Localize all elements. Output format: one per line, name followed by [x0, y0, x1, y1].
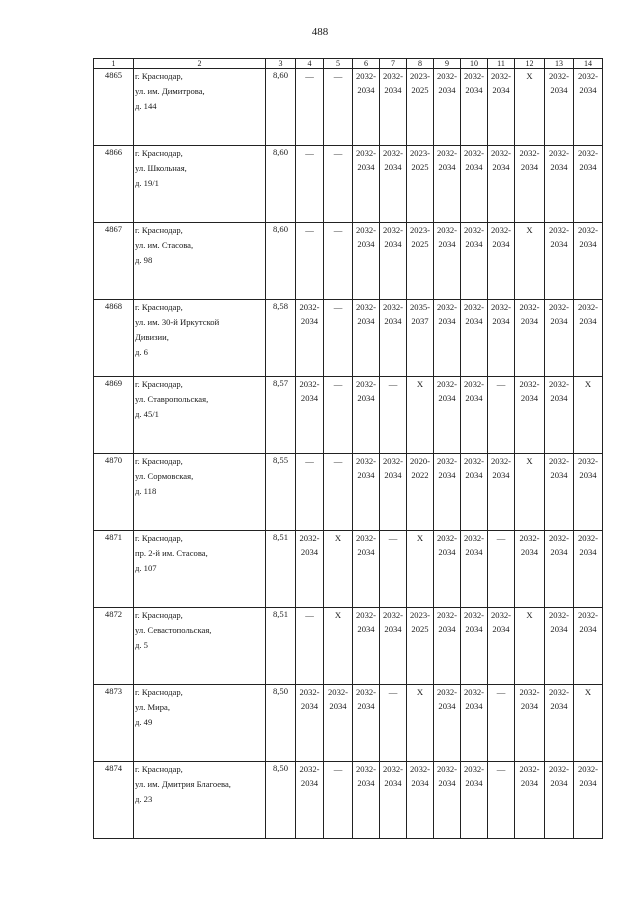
- period-cell: 2032- 2034: [515, 685, 545, 762]
- period-cell: X: [324, 608, 353, 685]
- row-number: 4870: [94, 454, 134, 531]
- value-cell: 8,60: [266, 69, 296, 146]
- period-cell: 2032- 2034: [461, 146, 488, 223]
- period-cell: X: [515, 608, 545, 685]
- period-cell: X: [407, 531, 434, 608]
- period-cell: 2035- 2037: [407, 300, 434, 377]
- column-header: 4: [296, 59, 324, 69]
- column-header: 12: [515, 59, 545, 69]
- period-cell: —: [296, 146, 324, 223]
- period-cell: —: [324, 454, 353, 531]
- period-cell: 2032- 2034: [380, 300, 407, 377]
- address-cell: г. Краснодар, ул. Мира, д. 49: [134, 685, 266, 762]
- value-cell: 8,50: [266, 762, 296, 839]
- period-cell: 2032- 2034: [545, 531, 574, 608]
- column-header: 1: [94, 59, 134, 69]
- period-cell: 2032- 2034: [296, 762, 324, 839]
- table-row: [94, 608, 603, 685]
- period-cell: 2032- 2034: [353, 762, 380, 839]
- period-cell: 2032- 2034: [353, 223, 380, 300]
- period-cell: 2020- 2022: [407, 454, 434, 531]
- period-cell: 2032- 2034: [434, 608, 461, 685]
- period-cell: 2032- 2034: [574, 531, 603, 608]
- table-row: [94, 146, 603, 223]
- column-header: 8: [407, 59, 434, 69]
- period-cell: 2032- 2034: [515, 377, 545, 454]
- column-header: 5: [324, 59, 353, 69]
- period-cell: 2032- 2034: [488, 608, 515, 685]
- period-cell: 2032- 2034: [296, 300, 324, 377]
- period-cell: 2032- 2034: [488, 300, 515, 377]
- period-cell: —: [296, 454, 324, 531]
- address-cell: г. Краснодар, ул. им. Дмитрия Благоева, д. 23: [134, 762, 266, 839]
- period-cell: 2032- 2034: [574, 146, 603, 223]
- period-cell: X: [515, 454, 545, 531]
- period-cell: X: [407, 685, 434, 762]
- address-cell: г. Краснодар, ул. Ставропольская, д. 45/1: [134, 377, 266, 454]
- period-cell: 2032- 2034: [488, 69, 515, 146]
- table-row: [94, 69, 603, 146]
- period-cell: —: [324, 146, 353, 223]
- address-cell: г. Краснодар, ул. им. 30-й Иркутской Дивизии, д. 6: [134, 300, 266, 377]
- period-cell: —: [380, 685, 407, 762]
- row-number: 4872: [94, 608, 134, 685]
- column-header: 7: [380, 59, 407, 69]
- period-cell: 2032- 2034: [353, 300, 380, 377]
- column-header-row: [94, 59, 603, 69]
- period-cell: 2032- 2034: [574, 223, 603, 300]
- table-row: [94, 762, 603, 839]
- period-cell: 2032- 2034: [515, 762, 545, 839]
- address-cell: г. Краснодар, ул. Севастопольская, д. 5: [134, 608, 266, 685]
- period-cell: X: [574, 685, 603, 762]
- period-cell: —: [488, 531, 515, 608]
- period-cell: 2032- 2034: [353, 685, 380, 762]
- value-cell: 8,51: [266, 531, 296, 608]
- period-cell: 2032- 2034: [434, 762, 461, 839]
- period-cell: 2032- 2034: [434, 223, 461, 300]
- table-row: [94, 454, 603, 531]
- period-cell: —: [324, 377, 353, 454]
- period-cell: 2032- 2034: [488, 454, 515, 531]
- address-cell: г. Краснодар, ул. им. Стасова, д. 98: [134, 223, 266, 300]
- period-cell: 2032- 2034: [434, 685, 461, 762]
- column-header: 6: [353, 59, 380, 69]
- period-cell: 2032- 2034: [545, 223, 574, 300]
- period-cell: 2032- 2034: [545, 146, 574, 223]
- period-cell: 2032- 2034: [515, 146, 545, 223]
- row-number: 4868: [94, 300, 134, 377]
- period-cell: 2032- 2034: [434, 531, 461, 608]
- period-cell: 2032- 2034: [461, 531, 488, 608]
- table-row: [94, 223, 603, 300]
- period-cell: 2032- 2034: [434, 146, 461, 223]
- value-cell: 8,60: [266, 223, 296, 300]
- period-cell: 2032- 2034: [574, 69, 603, 146]
- period-cell: —: [380, 531, 407, 608]
- period-cell: 2032- 2034: [434, 454, 461, 531]
- period-cell: 2032- 2034: [461, 223, 488, 300]
- period-cell: —: [324, 762, 353, 839]
- period-cell: 2032- 2034: [380, 454, 407, 531]
- column-header: 13: [545, 59, 574, 69]
- period-cell: 2032- 2034: [407, 762, 434, 839]
- address-cell: г. Краснодар, ул. им. Димитрова, д. 144: [134, 69, 266, 146]
- period-cell: 2032- 2034: [353, 377, 380, 454]
- value-cell: 8,55: [266, 454, 296, 531]
- value-cell: 8,60: [266, 146, 296, 223]
- period-cell: 2023- 2025: [407, 146, 434, 223]
- period-cell: —: [324, 300, 353, 377]
- value-cell: 8,58: [266, 300, 296, 377]
- column-header: 14: [574, 59, 603, 69]
- period-cell: 2032- 2034: [545, 300, 574, 377]
- period-cell: 2032- 2034: [545, 69, 574, 146]
- period-cell: 2032- 2034: [296, 377, 324, 454]
- period-cell: 2032- 2034: [380, 608, 407, 685]
- period-cell: —: [296, 69, 324, 146]
- period-cell: 2032- 2034: [545, 608, 574, 685]
- period-cell: 2032- 2034: [296, 531, 324, 608]
- registry-table: [93, 58, 603, 839]
- period-cell: X: [407, 377, 434, 454]
- period-cell: X: [515, 223, 545, 300]
- table-row: [94, 531, 603, 608]
- period-cell: 2032- 2034: [515, 531, 545, 608]
- address-cell: г. Краснодар, ул. Школьная, д. 19/1: [134, 146, 266, 223]
- row-number: 4874: [94, 762, 134, 839]
- address-cell: г. Краснодар, пр. 2-й им. Стасова, д. 107: [134, 531, 266, 608]
- period-cell: 2032- 2034: [461, 454, 488, 531]
- table-row: [94, 685, 603, 762]
- period-cell: 2032- 2034: [461, 300, 488, 377]
- period-cell: 2023- 2025: [407, 608, 434, 685]
- period-cell: 2032- 2034: [434, 300, 461, 377]
- row-number: 4867: [94, 223, 134, 300]
- period-cell: 2032- 2034: [353, 531, 380, 608]
- period-cell: 2023- 2025: [407, 223, 434, 300]
- period-cell: 2032- 2034: [574, 762, 603, 839]
- table-row: [94, 300, 603, 377]
- column-header: 10: [461, 59, 488, 69]
- period-cell: 2032- 2034: [380, 223, 407, 300]
- period-cell: —: [324, 69, 353, 146]
- period-cell: 2032- 2034: [353, 69, 380, 146]
- address-cell: г. Краснодар, ул. Сормовская, д. 118: [134, 454, 266, 531]
- period-cell: —: [488, 377, 515, 454]
- period-cell: 2032- 2034: [434, 377, 461, 454]
- period-cell: 2032- 2034: [461, 377, 488, 454]
- row-number: 4871: [94, 531, 134, 608]
- period-cell: 2032- 2034: [380, 146, 407, 223]
- period-cell: 2032- 2034: [461, 69, 488, 146]
- period-cell: —: [324, 223, 353, 300]
- period-cell: 2032- 2034: [545, 377, 574, 454]
- column-header: 9: [434, 59, 461, 69]
- period-cell: X: [574, 377, 603, 454]
- period-cell: 2032- 2034: [488, 146, 515, 223]
- period-cell: 2032- 2034: [461, 685, 488, 762]
- column-header: 11: [488, 59, 515, 69]
- period-cell: 2023- 2025: [407, 69, 434, 146]
- period-cell: X: [324, 531, 353, 608]
- period-cell: 2032- 2034: [324, 685, 353, 762]
- period-cell: 2032- 2034: [574, 454, 603, 531]
- period-cell: 2032- 2034: [574, 300, 603, 377]
- column-header: 3: [266, 59, 296, 69]
- period-cell: —: [380, 377, 407, 454]
- value-cell: 8,57: [266, 377, 296, 454]
- row-number: 4866: [94, 146, 134, 223]
- period-cell: 2032- 2034: [545, 685, 574, 762]
- period-cell: 2032- 2034: [353, 146, 380, 223]
- period-cell: 2032- 2034: [461, 608, 488, 685]
- period-cell: 2032- 2034: [380, 762, 407, 839]
- period-cell: 2032- 2034: [296, 685, 324, 762]
- period-cell: 2032- 2034: [353, 454, 380, 531]
- row-number: 4869: [94, 377, 134, 454]
- period-cell: 2032- 2034: [434, 69, 461, 146]
- period-cell: —: [488, 685, 515, 762]
- period-cell: 2032- 2034: [353, 608, 380, 685]
- page-number: 488: [311, 26, 329, 38]
- period-cell: 2032- 2034: [545, 762, 574, 839]
- row-number: 4865: [94, 69, 134, 146]
- period-cell: X: [515, 69, 545, 146]
- period-cell: 2032- 2034: [574, 608, 603, 685]
- period-cell: 2032- 2034: [461, 762, 488, 839]
- period-cell: 2032- 2034: [545, 454, 574, 531]
- period-cell: —: [296, 223, 324, 300]
- period-cell: —: [296, 608, 324, 685]
- value-cell: 8,50: [266, 685, 296, 762]
- column-header: 2: [134, 59, 266, 69]
- period-cell: 2032- 2034: [380, 69, 407, 146]
- row-number: 4873: [94, 685, 134, 762]
- table-row: [94, 377, 603, 454]
- period-cell: —: [488, 762, 515, 839]
- period-cell: 2032- 2034: [515, 300, 545, 377]
- period-cell: 2032- 2034: [488, 223, 515, 300]
- value-cell: 8,51: [266, 608, 296, 685]
